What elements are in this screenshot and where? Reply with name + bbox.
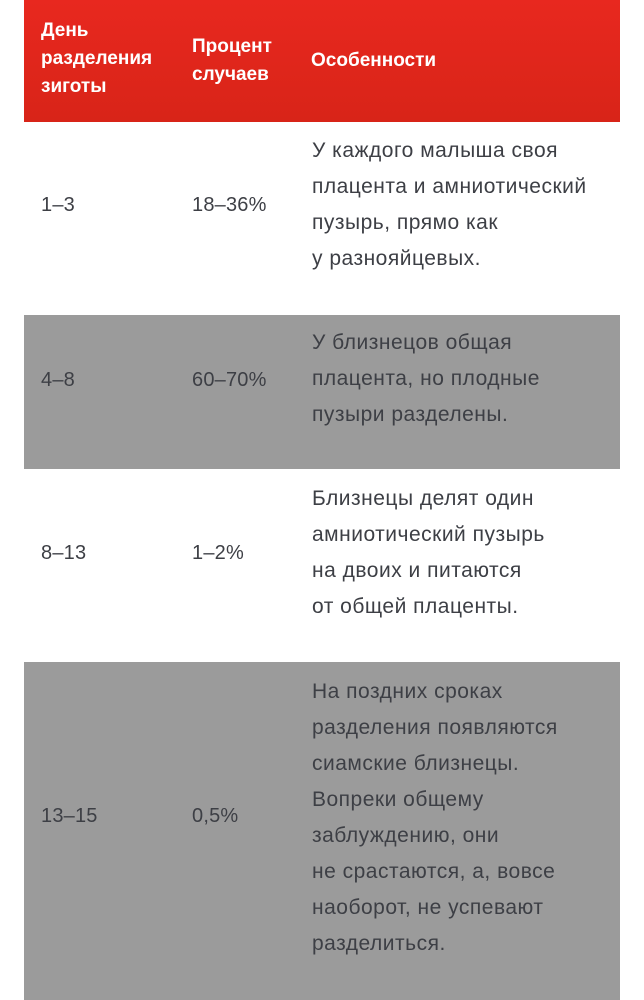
row-day: 4–8	[41, 369, 75, 391]
row-features-line: заблуждению, они	[312, 824, 500, 847]
table-header	[24, 0, 620, 122]
header-day-line: зиготы	[41, 76, 107, 97]
table-row	[24, 315, 620, 469]
row-features-line: плацента и амниотический	[312, 175, 587, 198]
header-percent	[192, 33, 272, 89]
row-features-line: пузыри разделены.	[312, 403, 509, 426]
row-features-line: На поздних сроках	[312, 680, 503, 703]
row-features-line: У каждого малыша своя	[312, 139, 558, 162]
row-percent: 1–2%	[192, 542, 244, 564]
data-table	[24, 0, 620, 1000]
row-features-line: наоборот, не успевают	[312, 896, 544, 919]
row-features-line: У близнецов общая	[312, 331, 513, 354]
header-features	[311, 47, 436, 75]
row-percent: 0,5%	[192, 805, 239, 827]
row-features-line: Близнецы делят один	[312, 487, 535, 510]
row-day: 13–15	[41, 805, 98, 827]
row-percent: 18–36%	[192, 194, 267, 216]
row-features-line: сиамские близнецы.	[312, 752, 520, 775]
row-day: 8–13	[41, 542, 87, 564]
row-day: 1–3	[41, 194, 75, 216]
row-features	[312, 325, 540, 433]
row-features	[312, 481, 545, 625]
row-features-line: на двоих и питаются	[312, 559, 522, 582]
row-features-line: не срастаются, а, вовсе	[312, 860, 556, 883]
row-features-line: у разнояйцевых.	[312, 247, 482, 270]
row-features-line: пузырь, прямо как	[312, 211, 499, 234]
header-day	[41, 17, 152, 101]
header-percent-line: Процент	[192, 36, 272, 57]
table-row	[24, 662, 620, 1000]
row-features-line: плацента, но плодные	[312, 367, 540, 390]
row-features-line: разделения появляются	[312, 716, 558, 739]
header-day-line: День	[41, 20, 89, 41]
header-percent-line: случаев	[192, 64, 269, 85]
table-row	[24, 469, 620, 662]
table-row	[24, 122, 620, 315]
row-features-line: разделиться.	[312, 932, 446, 955]
header-day-line: разделения	[41, 48, 153, 69]
header-features-line: Особенности	[311, 50, 437, 71]
row-features-line: амниотический пузырь	[312, 523, 545, 546]
row-percent: 60–70%	[192, 369, 267, 391]
row-features	[312, 674, 558, 962]
row-features	[312, 133, 587, 277]
row-features-line: Вопреки общему	[312, 788, 484, 811]
row-features-line: от общей плаценты.	[312, 595, 519, 618]
